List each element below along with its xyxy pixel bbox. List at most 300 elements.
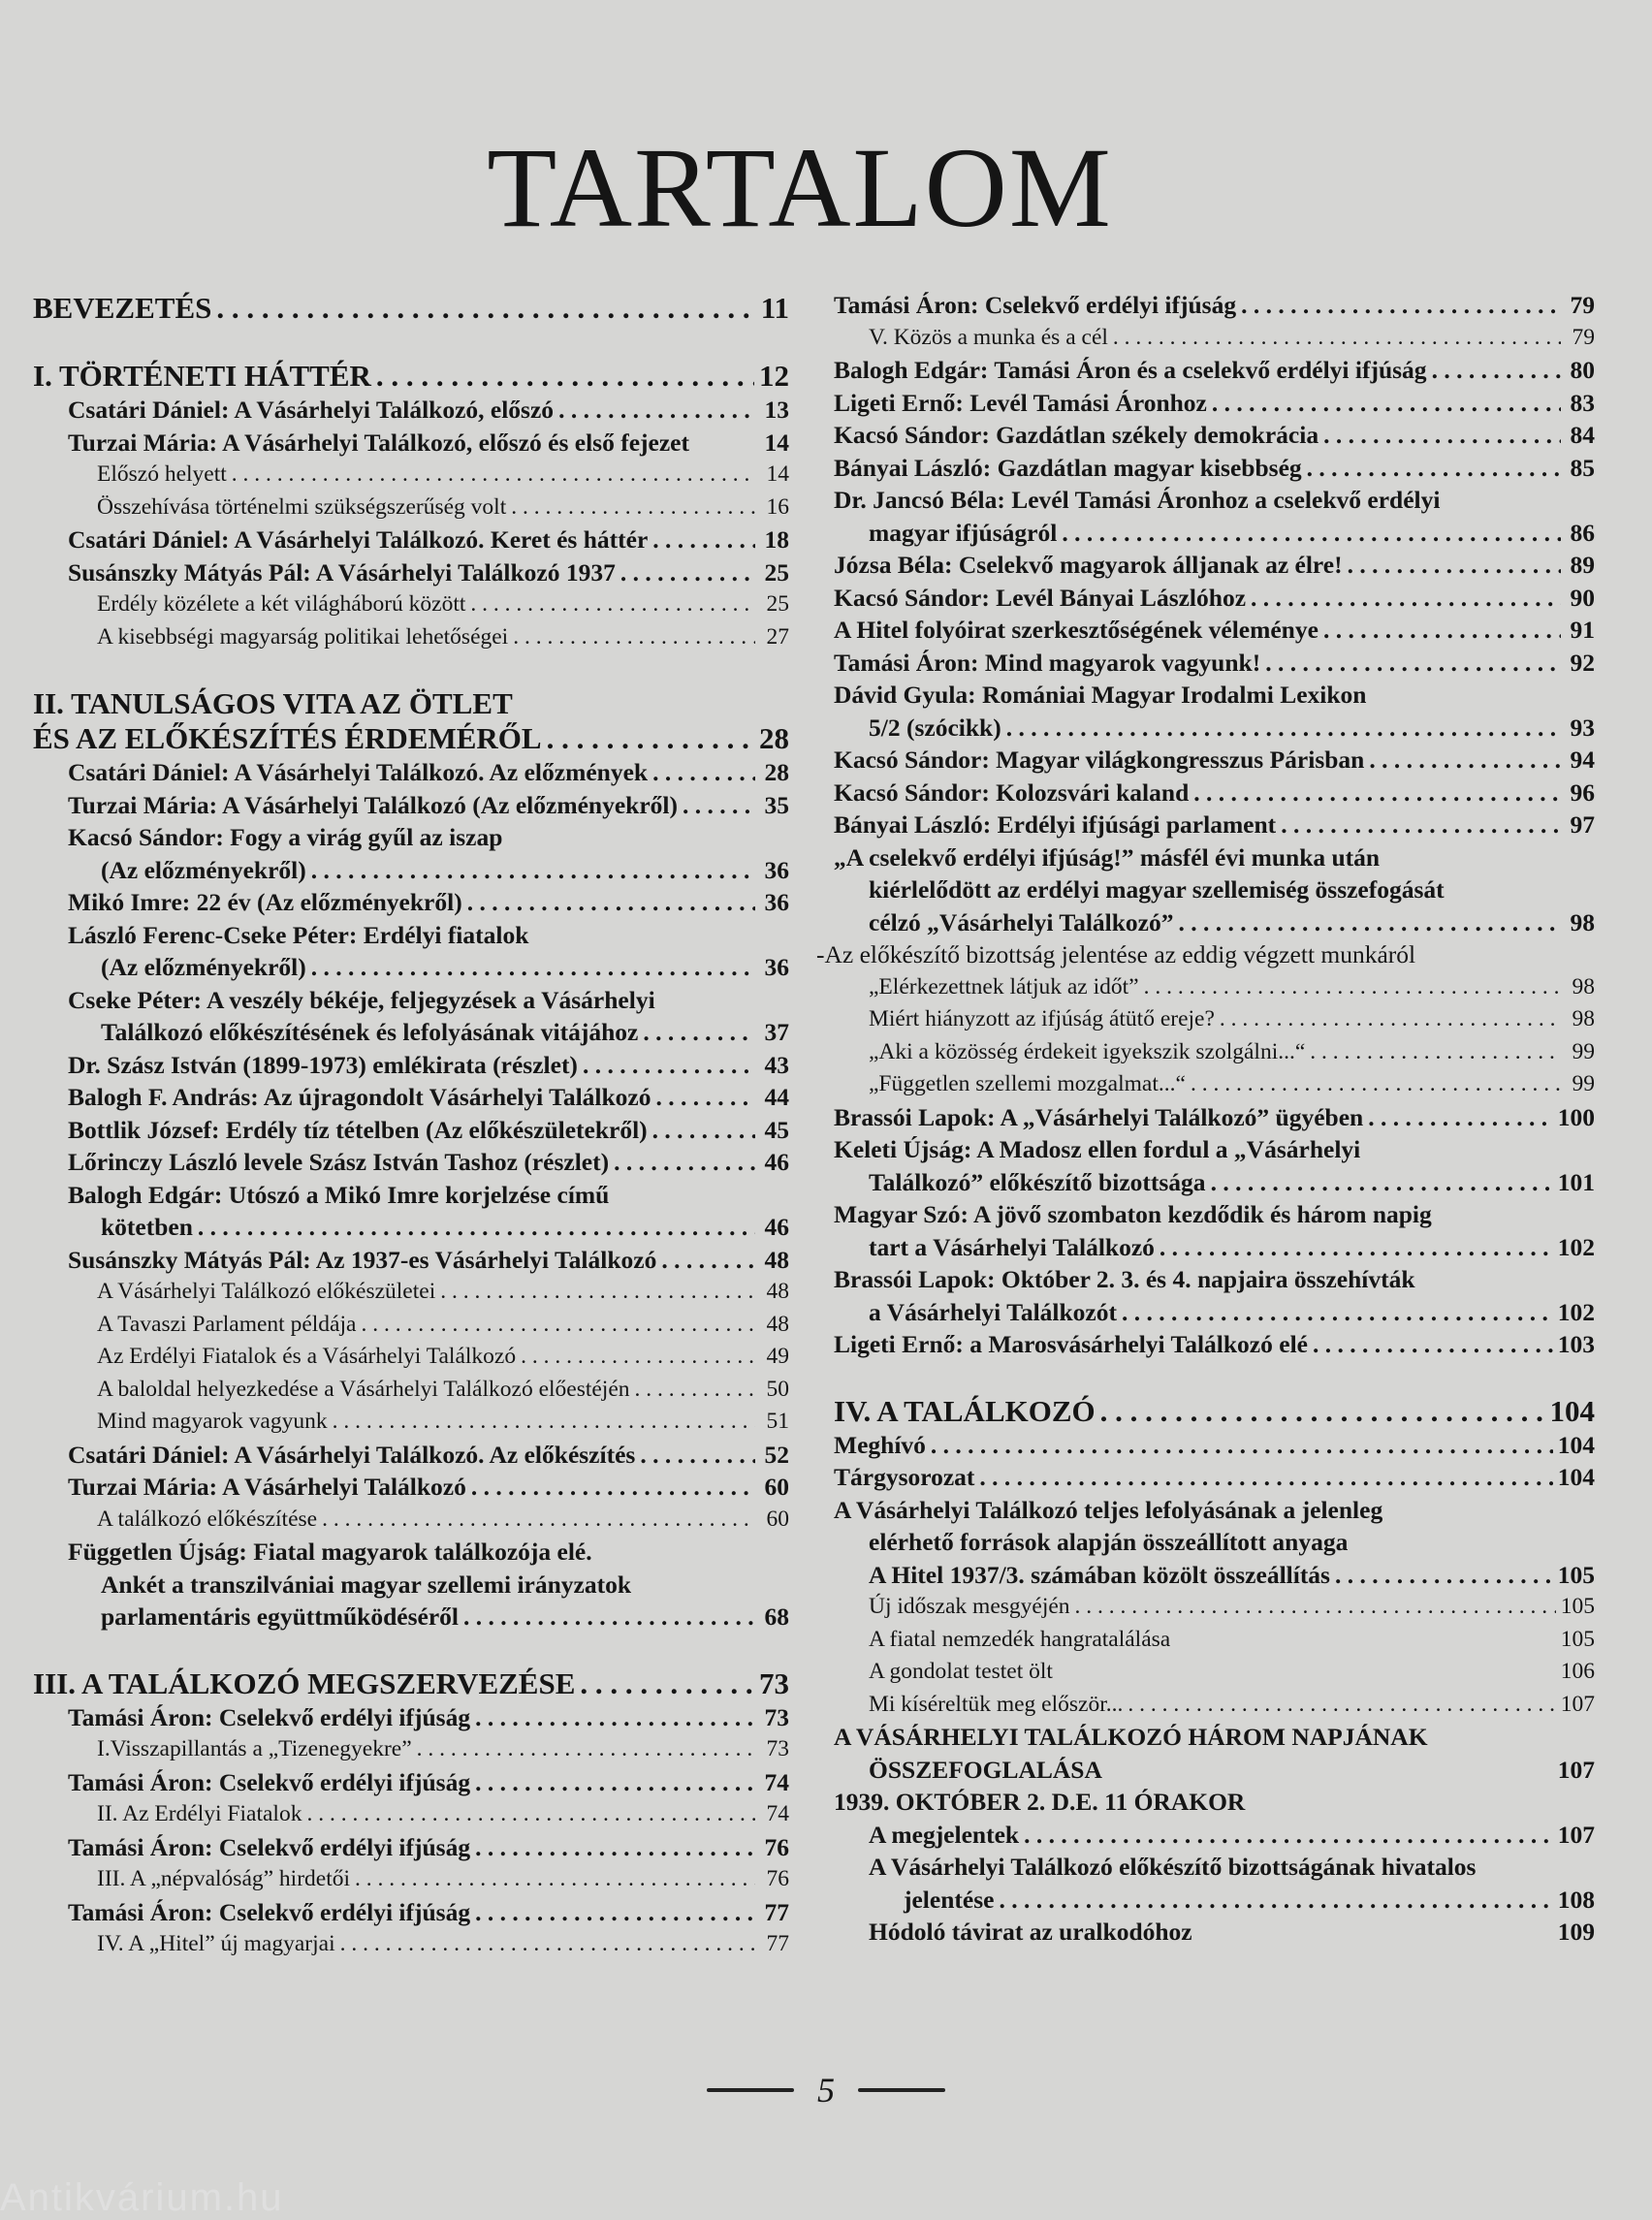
toc-entry-title: Kacsó Sándor: Kolozsvári kaland	[834, 777, 1190, 807]
toc-entry[interactable]	[834, 647, 1595, 680]
toc-entry[interactable]	[33, 1114, 789, 1147]
toc-page-number: 25	[764, 557, 789, 587]
toc-section-heading[interactable]	[33, 291, 789, 326]
toc-page-number: 97	[1570, 810, 1595, 839]
section-gap	[33, 1633, 789, 1666]
toc-entry-title: parlamentáris együttműködéséről	[101, 1602, 460, 1631]
toc-page-number: 104	[1549, 1393, 1595, 1428]
toc-entry-title: Tamási Áron: Cselekvő erdélyi ifjúság	[68, 1832, 471, 1861]
toc-entry-title: Tamási Áron: Cselekvő erdélyi ifjúság	[68, 1702, 471, 1731]
toc-dot-leader	[1006, 712, 1561, 745]
toc-entry-title: Balogh F. András: Az újragondolt Vásárhelyi Találkozó	[68, 1083, 651, 1111]
toc-entry-title: Magyar Szó: A jövő szombaton kezdődik és három napig	[834, 1200, 1432, 1228]
toc-entry-title: A baloldal helyezkedése a Vásárhelyi Találkozó előestéjén	[97, 1376, 630, 1402]
toc-entry[interactable]	[834, 452, 1595, 485]
toc-entry-title: magyar ifjúságról	[869, 518, 1058, 547]
toc-entry[interactable]	[33, 1766, 789, 1799]
toc-entry[interactable]	[33, 886, 789, 919]
toc-page-number: 25	[766, 591, 789, 617]
toc-dot-leader	[643, 1016, 755, 1049]
toc-section-heading[interactable]	[834, 1394, 1595, 1429]
toc-dot-leader	[475, 1701, 755, 1734]
toc-entry-title: 5/2 (szócikk)	[869, 713, 1001, 742]
toc-entry[interactable]	[834, 712, 1595, 745]
toc-dot-leader	[475, 1831, 755, 1864]
toc-page-number: 83	[1570, 388, 1595, 417]
toc-dot-leader	[417, 1733, 755, 1766]
toc-entry[interactable]	[834, 1068, 1595, 1101]
toc-entry-title: Találkozó” előkészítő bizottsága	[869, 1167, 1206, 1196]
toc-entry-title: László Ferenc-Cseke Péter: Erdélyi fiatalok	[68, 920, 529, 949]
toc-entry[interactable]	[33, 1016, 789, 1049]
page-number: 5	[817, 2071, 835, 2109]
toc-entry-title: IV. A „Hitel” új magyarjai	[97, 1931, 335, 1956]
toc-page-number: 105	[1560, 1594, 1595, 1619]
toc-section-heading[interactable]	[33, 359, 789, 394]
toc-entry[interactable]	[834, 1656, 1595, 1689]
toc-entry-title: „Elérkezettnek látjuk az időt”	[869, 973, 1139, 999]
toc-entry[interactable]	[834, 1591, 1595, 1624]
toc-entry[interactable]	[33, 1049, 789, 1082]
toc-entry[interactable]	[33, 1276, 789, 1309]
toc-dot-leader	[471, 1471, 755, 1504]
toc-dot-leader	[1241, 289, 1561, 322]
toc-entry[interactable]	[33, 1504, 789, 1537]
toc-entry-title: A fiatal nemzedék hangratalálása	[869, 1626, 1171, 1652]
toc-page-number: 77	[764, 1897, 789, 1926]
toc-entry-title: Bányai László: Erdélyi ifjúsági parlament	[834, 810, 1277, 839]
toc-dot-leader	[513, 621, 755, 654]
toc-page-number: 91	[1570, 616, 1595, 644]
toc-dot-leader	[355, 1863, 755, 1896]
toc-page-number: 48	[766, 1311, 789, 1337]
toc-page-number: 74	[766, 1801, 789, 1826]
toc-entry[interactable]	[834, 484, 1595, 517]
toc-page-number: 11	[760, 291, 789, 325]
section-gap	[33, 326, 789, 359]
toc-entry[interactable]	[834, 1296, 1595, 1329]
toc-entry-title: Dr. Szász István (1899-1973) emlékirata (részlet)	[68, 1050, 578, 1079]
toc-page-number: 98	[1572, 973, 1595, 999]
toc-entry[interactable]	[33, 1831, 789, 1864]
toc-dot-leader	[1122, 1296, 1553, 1329]
toc-page-number: 16	[766, 493, 789, 520]
toc-dot-leader	[547, 721, 754, 756]
toc-entry[interactable]	[33, 1536, 789, 1569]
toc-entry-title: Mikó Imre: 22 év (Az előzményekről)	[68, 888, 462, 916]
toc-entry[interactable]	[834, 322, 1595, 355]
toc-entry[interactable]	[33, 394, 789, 427]
toc-entry-title: Kacsó Sándor: Fogy a virág gyűl az iszap	[68, 823, 503, 851]
toc-entry-title: „A cselekvő erdélyi ifjúság!” másfél évi munka után	[834, 842, 1381, 872]
toc-page-number: 105	[1557, 1560, 1595, 1589]
toc-entry-title: Találkozó előkészítésének és lefolyásának vitájához	[101, 1018, 639, 1046]
toc-entry-title: II. Az Erdélyi Fiatalok	[97, 1801, 302, 1826]
toc-entry-title: célzó „Vásárhelyi Találkozó”	[869, 907, 1174, 936]
toc-dot-leader	[1144, 971, 1561, 1004]
toc-entry-title: jelentése	[904, 1885, 995, 1914]
toc-entry-title: Tamási Áron: Mind magyarok vagyunk!	[834, 648, 1261, 677]
toc-entry[interactable]	[33, 427, 789, 460]
toc-entry-title: 1939. OKTÓBER 2. D.E. 11 ÓRAKOR	[834, 1788, 1246, 1816]
toc-dot-leader	[1265, 647, 1561, 680]
toc-dot-leader	[376, 359, 754, 394]
toc-entry-title: II. TANULSÁGOS VITA AZ ÖTLET	[33, 686, 513, 720]
toc-page-number: 73	[766, 1736, 789, 1761]
toc-dot-leader	[640, 1439, 755, 1472]
toc-entry-title: Turzai Mária: A Vásárhelyi Találkozó (Az előzményekről)	[68, 790, 678, 819]
toc-entry[interactable]	[33, 1374, 789, 1407]
section-gap	[834, 1361, 1595, 1394]
toc-dot-leader	[1307, 452, 1561, 485]
toc-page-number: 74	[764, 1767, 789, 1796]
toc-dot-leader	[311, 951, 755, 984]
toc-section-heading[interactable]	[33, 721, 789, 756]
toc-dot-leader	[1211, 1166, 1553, 1199]
toc-entry[interactable]	[33, 756, 789, 789]
toc-entry[interactable]	[834, 1263, 1595, 1296]
toc-dot-leader	[511, 492, 755, 524]
toc-entry-title: Brassói Lapok: A „Vásárhelyi Találkozó” ügyében	[834, 1102, 1364, 1131]
toc-page-number: 49	[766, 1344, 789, 1369]
toc-entry-title: I. TÖRTÉNETI HÁTTÉR	[33, 359, 371, 393]
toc-page-number: 107	[1557, 1755, 1595, 1784]
toc-entry[interactable]	[33, 1179, 789, 1212]
toc-entry[interactable]	[33, 459, 789, 492]
toc-entry[interactable]	[834, 517, 1595, 550]
toc-entry-title: Balogh Edgár: Utószó a Mikó Imre korjelzése című	[68, 1180, 610, 1209]
toc-page-number: 84	[1570, 421, 1595, 449]
toc-dot-leader	[652, 523, 755, 556]
toc-page-number: 102	[1557, 1297, 1595, 1326]
toc-page-number: 94	[1570, 745, 1595, 774]
toc-entry[interactable]	[834, 1624, 1595, 1657]
toc-page-number: 36	[764, 888, 789, 916]
toc-dot-leader	[470, 588, 755, 621]
toc-page-number: 46	[764, 1148, 789, 1176]
toc-entry[interactable]	[33, 621, 789, 654]
toc-left-column	[33, 291, 789, 1961]
toc-dot-leader	[340, 1928, 755, 1961]
toc-entry-title: Mind magyarok vagyunk	[97, 1409, 328, 1434]
toc-entry-title: Lőrinczy László levele Szász István Tashoz (részlet)	[68, 1148, 610, 1176]
toc-entry[interactable]	[834, 679, 1595, 712]
toc-entry-title: A Hitel folyóirat szerkesztőségének véleménye	[834, 616, 1318, 644]
toc-entry[interactable]	[834, 971, 1595, 1004]
toc-page-number: 45	[764, 1115, 789, 1144]
toc-page-number: 36	[764, 953, 789, 981]
toc-dot-leader	[440, 1276, 755, 1309]
toc-page-number: 48	[766, 1279, 789, 1304]
toc-entry-title: Kacsó Sándor: Levél Bányai Lászlóhoz	[834, 583, 1247, 612]
toc-entry[interactable]	[834, 1559, 1595, 1592]
toc-entry[interactable]	[33, 1341, 789, 1374]
toc-entry[interactable]	[834, 809, 1595, 841]
toc-page-number: 79	[1570, 291, 1595, 319]
toc-dot-leader	[475, 1766, 755, 1799]
toc-page-number: 103	[1557, 1330, 1595, 1358]
toc-entry[interactable]	[834, 1916, 1595, 1949]
toc-dot-leader	[1348, 549, 1561, 582]
toc-entry[interactable]	[33, 821, 789, 854]
toc-page-number: 77	[766, 1931, 789, 1956]
toc-entry[interactable]	[33, 1733, 789, 1766]
toc-entry[interactable]	[834, 1166, 1595, 1199]
toc-page-number: 102	[1557, 1232, 1595, 1261]
toc-entry-title: Keleti Újság: A Madosz ellen fordul a „Vásárhelyi	[834, 1135, 1361, 1163]
toc-entry[interactable]	[834, 1526, 1595, 1559]
toc-entry[interactable]	[33, 556, 789, 589]
toc-entry-title: A Hitel 1937/3. számában közölt összeállítás	[869, 1560, 1330, 1589]
toc-dot-leader	[931, 1429, 1553, 1462]
toc-entry[interactable]	[33, 984, 789, 1017]
toc-entry-title: I.Visszapillantás a „Tizenegyekre”	[97, 1736, 412, 1761]
toc-entry[interactable]	[33, 492, 789, 524]
toc-entry-title: Bányai László: Gazdátlan magyar kisebbség	[834, 453, 1302, 482]
toc-page-number: 44	[764, 1083, 789, 1111]
toc-entry-title: Csatári Dániel: A Vásárhelyi Találkozó, előszó	[68, 396, 555, 424]
toc-entry-title: Turzai Mária: A Vásárhelyi Találkozó, előszó és első fejezet	[68, 428, 689, 457]
toc-entry[interactable]	[834, 1461, 1595, 1494]
toc-entry-title: Az Erdélyi Fiatalok és a Vásárhelyi Találkozó	[97, 1344, 517, 1369]
toc-dot-leader	[635, 1374, 755, 1407]
toc-page-number: 93	[1570, 713, 1595, 742]
toc-page-number: 50	[766, 1376, 789, 1402]
toc-dot-leader	[614, 1146, 755, 1179]
toc-entry-title: BEVEZETÉS	[33, 291, 212, 325]
toc-entry[interactable]	[33, 1928, 789, 1961]
toc-entry-title: Tamási Áron: Cselekvő erdélyi ifjúság	[834, 291, 1237, 319]
toc-entry[interactable]	[33, 1471, 789, 1504]
toc-dot-leader	[521, 1341, 755, 1374]
toc-entry[interactable]	[834, 1328, 1595, 1361]
toc-page-number: 60	[764, 1473, 789, 1501]
toc-page-number: 68	[764, 1602, 789, 1631]
toc-entry[interactable]	[834, 1494, 1595, 1527]
toc-entry[interactable]	[33, 1081, 789, 1114]
toc-page-number: 37	[764, 1018, 789, 1046]
toc-entry-title: Előszó helyett	[97, 461, 227, 487]
toc-entry[interactable]	[834, 777, 1595, 809]
toc-page-number: 104	[1557, 1430, 1595, 1459]
toc-entry[interactable]	[33, 1798, 789, 1831]
toc-entry-title: Hódoló távirat az uralkodóhoz	[869, 1918, 1192, 1946]
toc-section-heading[interactable]	[33, 1666, 789, 1701]
toc-page-number: 14	[764, 428, 789, 457]
toc-entry[interactable]	[834, 1231, 1595, 1264]
toc-entry[interactable]	[33, 523, 789, 556]
toc-dot-leader	[580, 1666, 754, 1701]
toc-dot-leader	[661, 1244, 755, 1277]
toc-page-number: 79	[1572, 324, 1595, 350]
toc-entry[interactable]	[834, 354, 1595, 387]
toc-entry-title: Turzai Mária: A Vásárhelyi Találkozó	[68, 1473, 466, 1501]
toc-entry-title: A Vásárhelyi Találkozó teljes lefolyásának a jelenleg	[834, 1495, 1383, 1524]
toc-entry[interactable]	[834, 1003, 1595, 1036]
toc-page-number: 12	[759, 359, 789, 393]
toc-entry[interactable]	[834, 1884, 1595, 1917]
toc-entry[interactable]	[834, 744, 1595, 777]
toc-entry[interactable]	[834, 289, 1595, 322]
toc-dot-leader	[1075, 1591, 1556, 1624]
toc-dot-leader	[1369, 744, 1561, 777]
toc-entry[interactable]	[834, 1101, 1595, 1134]
toc-page-number: 101	[1557, 1167, 1595, 1196]
toc-page-number: 98	[1572, 1006, 1595, 1031]
toc-entry[interactable]	[33, 1211, 789, 1244]
toc-dot-leader	[1432, 354, 1561, 387]
toc-entry-title: elérhető források alapján összeállított anyaga	[869, 1528, 1349, 1556]
toc-dot-leader	[1100, 1394, 1545, 1429]
toc-dot-leader	[1160, 1231, 1553, 1264]
toc-entry-title: A kisebbségi magyarság politikai lehetőségei	[97, 623, 509, 650]
toc-entry-title: A VÁSÁRHELYI TALÁLKOZÓ HÁROM NAPJÁNAK	[834, 1723, 1428, 1751]
page-footer	[0, 2070, 1652, 2110]
toc-right-column	[816, 289, 1595, 1949]
toc-entry[interactable]	[834, 1721, 1595, 1754]
toc-entry-title: Kacsó Sándor: Magyar világkongresszus Párisban	[834, 745, 1365, 774]
toc-entry[interactable]	[834, 1851, 1595, 1884]
toc-section-heading[interactable]	[33, 686, 789, 721]
toc-entry[interactable]	[834, 1198, 1595, 1231]
toc-page-number: 100	[1557, 1102, 1595, 1131]
toc-entry[interactable]	[834, 873, 1595, 906]
toc-dot-leader	[1024, 1819, 1553, 1852]
toc-entry[interactable]	[33, 1244, 789, 1277]
toc-page-number: 89	[1570, 551, 1595, 579]
toc-entry-title: Mi kíséreltük meg először...	[869, 1691, 1124, 1717]
toc-entry[interactable]	[33, 789, 789, 822]
toc-entry-title: Független Újság: Fiatal magyarok találkozója elé.	[68, 1538, 592, 1566]
toc-entry[interactable]	[834, 1689, 1595, 1722]
toc-entry[interactable]	[834, 582, 1595, 615]
toc-entry-title: a Vásárhelyi Találkozót	[869, 1297, 1117, 1326]
toc-page-number: 80	[1570, 356, 1595, 384]
toc-entry-title: -Az előkészítő bizottság jelentése az eddig végzett munkáról	[816, 940, 1416, 968]
toc-page-number: 51	[766, 1409, 789, 1434]
toc-dot-leader	[311, 854, 755, 887]
toc-dot-leader	[475, 1896, 755, 1929]
toc-dot-leader	[558, 394, 755, 427]
toc-dot-leader	[656, 1081, 756, 1114]
toc-entry[interactable]	[33, 1309, 789, 1342]
toc-entry[interactable]	[834, 1429, 1595, 1462]
toc-entry[interactable]	[834, 549, 1595, 582]
toc-entry[interactable]	[834, 1036, 1595, 1069]
toc-dot-leader	[361, 1309, 755, 1342]
toc-entry-title: kiérlelődött az erdélyi magyar szellemiség összefogását	[869, 875, 1445, 904]
toc-dot-leader	[198, 1211, 755, 1244]
toc-page-number: 86	[1570, 518, 1595, 547]
toc-page-number: 76	[766, 1866, 789, 1891]
toc-dot-leader	[652, 1114, 755, 1147]
toc-dot-leader	[1128, 1689, 1555, 1722]
toc-entry[interactable]	[834, 1786, 1595, 1819]
toc-page-number: 43	[764, 1050, 789, 1079]
toc-page-number: 108	[1557, 1885, 1595, 1914]
toc-dot-leader	[1191, 1068, 1561, 1101]
toc-page-number: 109	[1557, 1918, 1595, 1946]
toc-entry[interactable]	[33, 1701, 789, 1734]
toc-entry-title: A Vásárhelyi Találkozó előkészítő bizottságának hivatalos	[869, 1853, 1477, 1881]
toc-entry-title: IV. A TALÁLKOZÓ	[834, 1393, 1096, 1428]
toc-dot-leader	[1323, 614, 1561, 647]
toc-entry-title: Józsa Béla: Cselekvő magyarok álljanak az élre!	[834, 551, 1343, 579]
toc-entry-title: Ligeti Ernő: a Marosvásárhelyi Találkozó elé	[834, 1330, 1308, 1358]
toc-entry[interactable]	[834, 1133, 1595, 1166]
toc-page-number: 107	[1557, 1820, 1595, 1849]
toc-entry-title: Dávid Gyula: Romániai Magyar Irodalmi Lexikon	[834, 681, 1367, 709]
toc-page-number: 98	[1570, 907, 1595, 936]
toc-entry-title: Ligeti Ernő: Levél Tamási Áronhoz	[834, 388, 1207, 417]
toc-page-number: 46	[764, 1213, 789, 1241]
toc-entry[interactable]	[834, 1819, 1595, 1852]
ornament-left-icon	[707, 2088, 794, 2092]
toc-page-number: 27	[766, 623, 789, 650]
toc-entry[interactable]	[33, 1896, 789, 1929]
toc-entry[interactable]	[33, 951, 789, 984]
toc-entry[interactable]	[834, 387, 1595, 420]
toc-page-number: 76	[764, 1832, 789, 1861]
toc-entry[interactable]	[33, 1439, 789, 1472]
toc-dot-leader	[620, 556, 755, 589]
toc-entry[interactable]	[33, 1863, 789, 1896]
toc-entry-title: Meghívó	[834, 1430, 926, 1459]
toc-entry[interactable]	[33, 854, 789, 887]
toc-entry[interactable]	[33, 1569, 789, 1602]
toc-dot-leader	[1220, 1003, 1561, 1036]
toc-entry[interactable]	[834, 906, 1595, 939]
toc-entry-title: III. A „népvalóság” hirdetői	[97, 1866, 351, 1891]
toc-entry[interactable]	[33, 919, 789, 952]
toc-entry-title: Tamási Áron: Cselekvő erdélyi ifjúság	[68, 1897, 471, 1926]
toc-page-number: 99	[1572, 1071, 1595, 1096]
toc-entry[interactable]	[834, 1754, 1595, 1787]
toc-entry-title: Brassói Lapok: Október 2. 3. és 4. napjaira összehívták	[834, 1265, 1415, 1293]
toc-dot-leader	[1179, 906, 1562, 939]
toc-entry[interactable]	[816, 938, 1595, 971]
toc-dot-leader	[1062, 517, 1561, 550]
toc-entry-title: A Vásárhelyi Találkozó előkészületei	[97, 1279, 436, 1304]
toc-page-number: 92	[1570, 648, 1595, 677]
toc-dot-leader	[232, 459, 755, 492]
toc-page-number: 73	[759, 1665, 789, 1700]
toc-entry[interactable]	[33, 1406, 789, 1439]
toc-entry-title: „Aki a közösség érdekeit igyekszik szolgálni...“	[869, 1038, 1306, 1064]
toc-dot-leader	[652, 756, 755, 789]
toc-dot-leader	[333, 1406, 755, 1439]
toc-dot-leader	[999, 1884, 1552, 1917]
toc-page-number: 35	[764, 790, 789, 819]
toc-entry-title: Csatári Dániel: A Vásárhelyi Találkozó. Keret és háttér	[68, 525, 649, 554]
toc-entry[interactable]	[834, 614, 1595, 647]
toc-dot-leader	[1335, 1559, 1553, 1592]
toc-dot-leader	[322, 1504, 755, 1537]
toc-entry[interactable]	[834, 419, 1595, 452]
toc-entry[interactable]	[33, 1601, 789, 1633]
toc-entry[interactable]	[33, 1146, 789, 1179]
toc-page-number: 107	[1560, 1691, 1595, 1717]
toc-entry-title: Erdély közélete a két világháború között	[97, 591, 466, 617]
toc-entry[interactable]	[33, 588, 789, 621]
toc-page-number: 48	[764, 1245, 789, 1274]
toc-page-number: 18	[764, 525, 789, 554]
toc-entry[interactable]	[834, 841, 1595, 874]
toc-page-number: 14	[766, 461, 789, 487]
toc-entry-title: A gondolat testet ölt	[869, 1659, 1053, 1684]
toc-entry-title: Miért hiányzott az ifjúság átütő ereje?	[869, 1006, 1215, 1031]
watermark: Antikvárium.hu	[0, 2176, 284, 2219]
